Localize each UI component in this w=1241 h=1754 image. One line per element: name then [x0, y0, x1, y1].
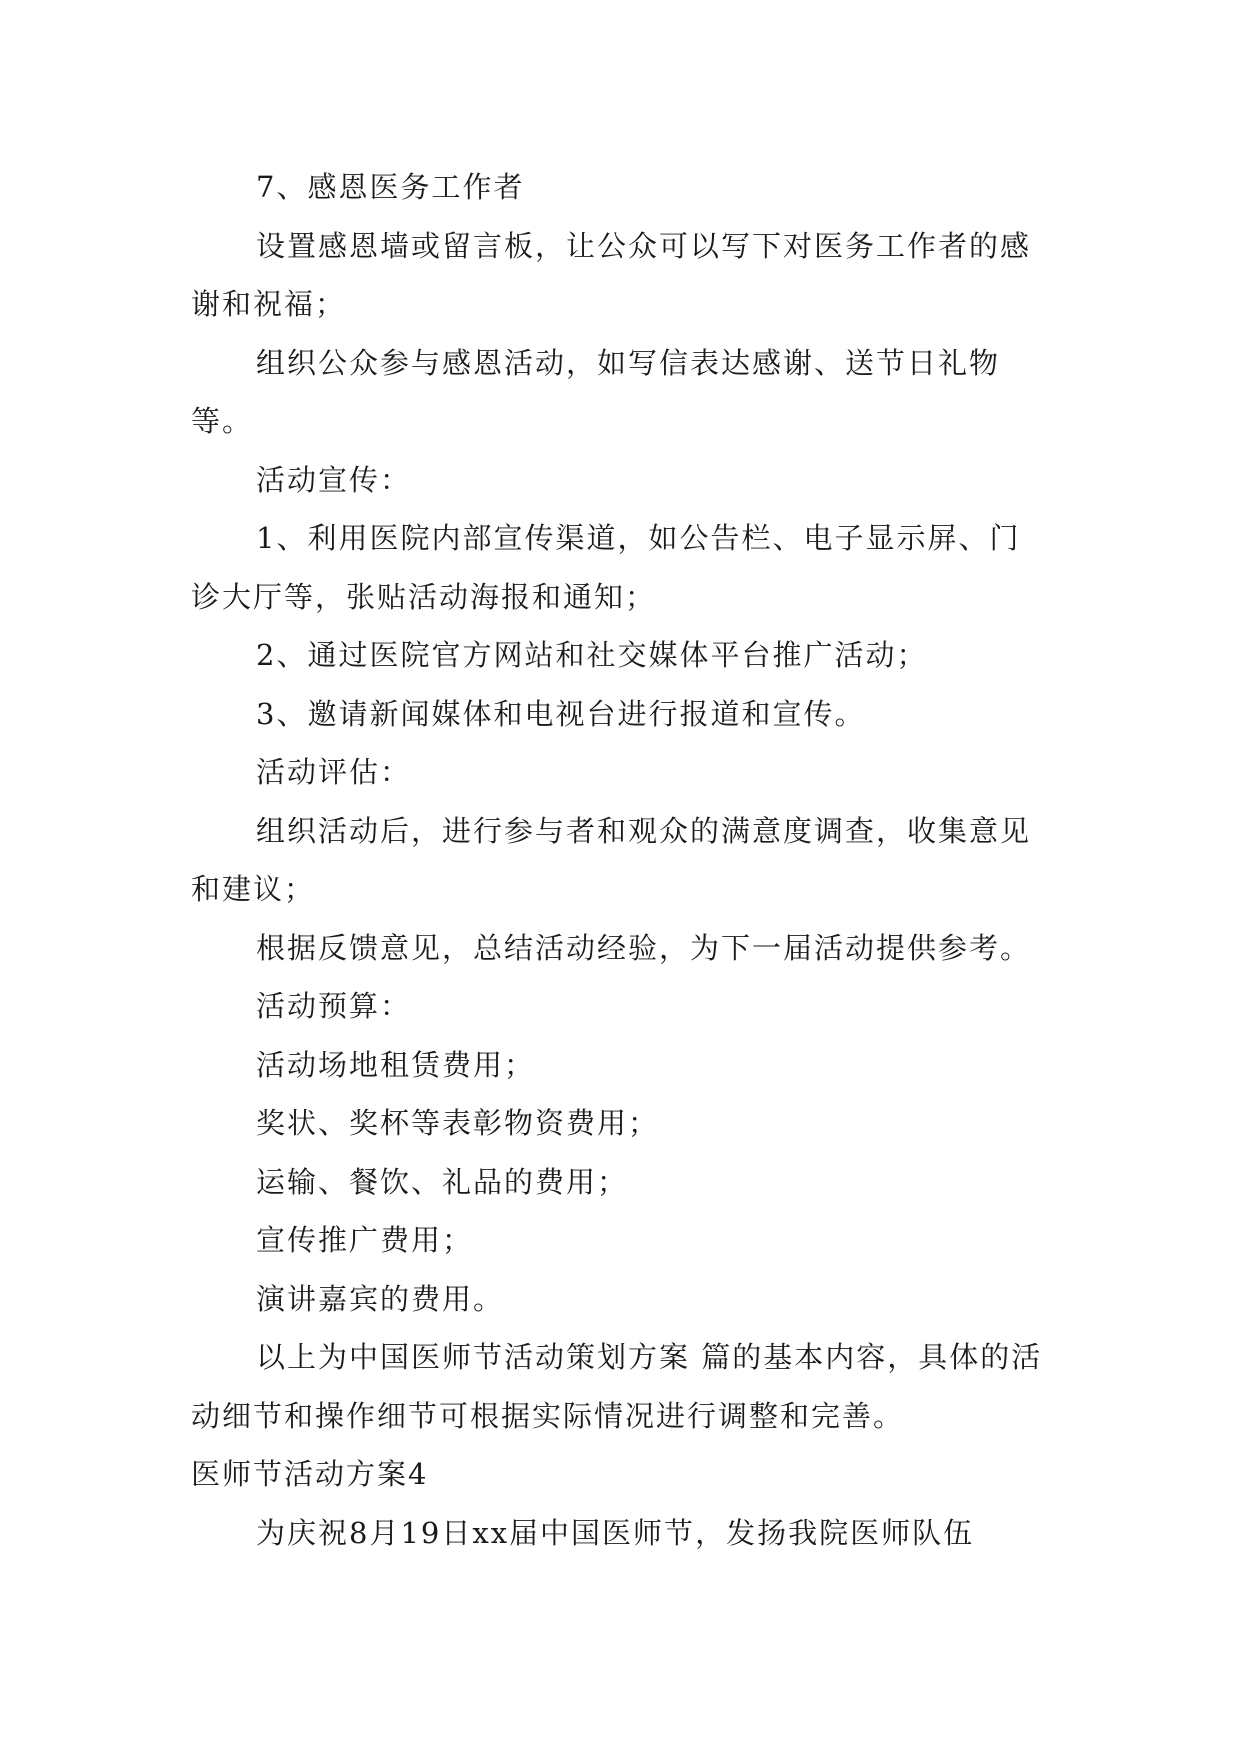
section-title: 医师节活动方案4	[191, 1457, 429, 1491]
paragraph-section-heading: 7、感恩医务工作者	[256, 170, 525, 204]
paragraph: 活动场地租赁费用；	[256, 1047, 536, 1082]
paragraph: 运输、餐饮、礼品的费用；	[256, 1164, 629, 1199]
paragraph-subheading: 活动评估：	[256, 755, 412, 789]
paragraph: 演讲嘉宾的费用。	[256, 1281, 505, 1316]
document-body	[191, 158, 1051, 1562]
paragraph: 根据反馈意见，总结活动经验，为下一届活动提供参考。	[256, 930, 1032, 965]
paragraph-subheading: 活动预算：	[256, 989, 412, 1023]
paragraph: 3、邀请新闻媒体和电视台进行报道和宣传。	[256, 696, 866, 731]
paragraph: 设置感恩墙或留言板，让公众可以写下对医务工作者的感谢和祝福；	[191, 228, 1032, 321]
paragraph: 以上为中国医师节活动策划方案 篇的基本内容，具体的活动细节和操作细节可根据实际情况进行调整和完善。	[191, 1340, 1043, 1433]
paragraph: 奖状、奖杯等表彰物资费用；	[256, 1106, 660, 1140]
paragraph: 组织公众参与感恩活动，如写信表达感谢、送节日礼物等。	[191, 345, 1001, 438]
paragraph: 为庆祝8月19日xx届中国医师节，发扬我院医师队伍	[256, 1515, 975, 1550]
paragraph: 2、通过医院官方网站和社交媒体平台推广活动；	[256, 638, 928, 672]
paragraph: 1、利用医院内部宣传渠道，如公告栏、电子显示屏、门诊大厅等，张贴活动海报和通知；	[191, 521, 1021, 614]
paragraph-subheading: 活动宣传：	[256, 462, 412, 497]
paragraph: 组织活动后，进行参与者和观众的满意度调查，收集意见和建议；	[191, 813, 1032, 906]
paragraph: 宣传推广费用；	[256, 1223, 474, 1257]
